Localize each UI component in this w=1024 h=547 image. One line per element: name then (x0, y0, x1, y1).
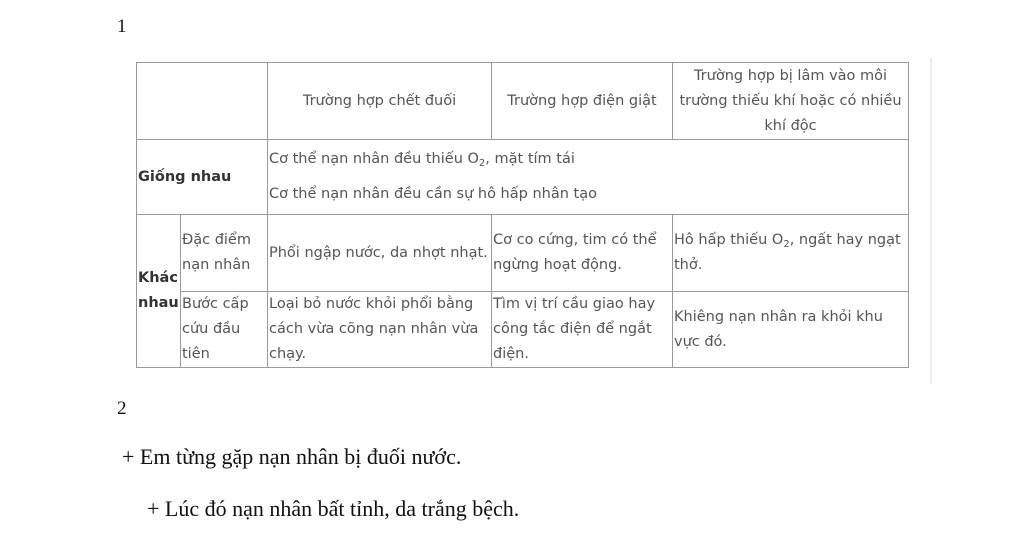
first-aid-label: Bước cấp cứu đầu tiên (181, 292, 268, 368)
section-number-2: 2 (117, 398, 127, 419)
table-image-edge (930, 58, 932, 384)
header-drowning: Trường hợp chết đuối (268, 63, 492, 140)
first-aid-electric: Tìm vị trí cầu giao hay công tắc điện để ngắt điện. (492, 292, 673, 368)
features-lack-air-subscript: 2 (783, 239, 790, 250)
same-line-1 (269, 142, 907, 177)
features-row (137, 215, 909, 292)
first-aid-lack-air: Khiêng nạn nhân ra khỏi khu vực đó. (673, 292, 909, 368)
answer-line-2: + Lúc đó nạn nhân bất tỉnh, da trắng bệch. (147, 496, 520, 521)
same-line-1-suffix: , mặt tím tái (485, 151, 575, 167)
first-aid-row (137, 292, 909, 368)
diff-label: Khác nhau (137, 215, 181, 368)
header-lack-air: Trường hợp bị lâm vào môi trường thiếu khí hoặc có nhiều khí độc (673, 63, 909, 140)
header-electric: Trường hợp điện giật (492, 63, 673, 140)
features-label: Đặc điểm nạn nhân (181, 215, 268, 292)
header-empty-cell (137, 63, 268, 140)
same-label: Giống nhau (137, 140, 268, 215)
same-line-1-subscript: 2 (478, 158, 486, 169)
features-lack-air-prefix: Hô hấp thiếu O (674, 232, 784, 248)
table-header-row (137, 63, 909, 140)
features-lack-air (673, 215, 909, 292)
features-electric: Cơ co cứng, tim có thể ngừng hoạt động. (492, 215, 673, 292)
same-line-2: Cơ thể nạn nhân đều cần sự hô hấp nhân tạo (269, 186, 597, 202)
first-aid-drowning: Loại bỏ nước khỏi phổi bằng cách vừa cõng nạn nhân vừa chạy. (268, 292, 492, 368)
same-content (268, 140, 909, 215)
comparison-table (136, 62, 909, 368)
features-lack-air-suffix: , ngất hay ngạt thở. (674, 232, 901, 273)
answer-line-1: + Em từng gặp nạn nhân bị đuối nước. (122, 444, 462, 469)
section-number-1: 1 (117, 16, 127, 37)
features-drowning: Phổi ngập nước, da nhợt nhạt. (268, 215, 492, 292)
same-line-1-prefix: Cơ thể nạn nhân đều thiếu O (269, 151, 479, 167)
same-row (137, 140, 909, 215)
